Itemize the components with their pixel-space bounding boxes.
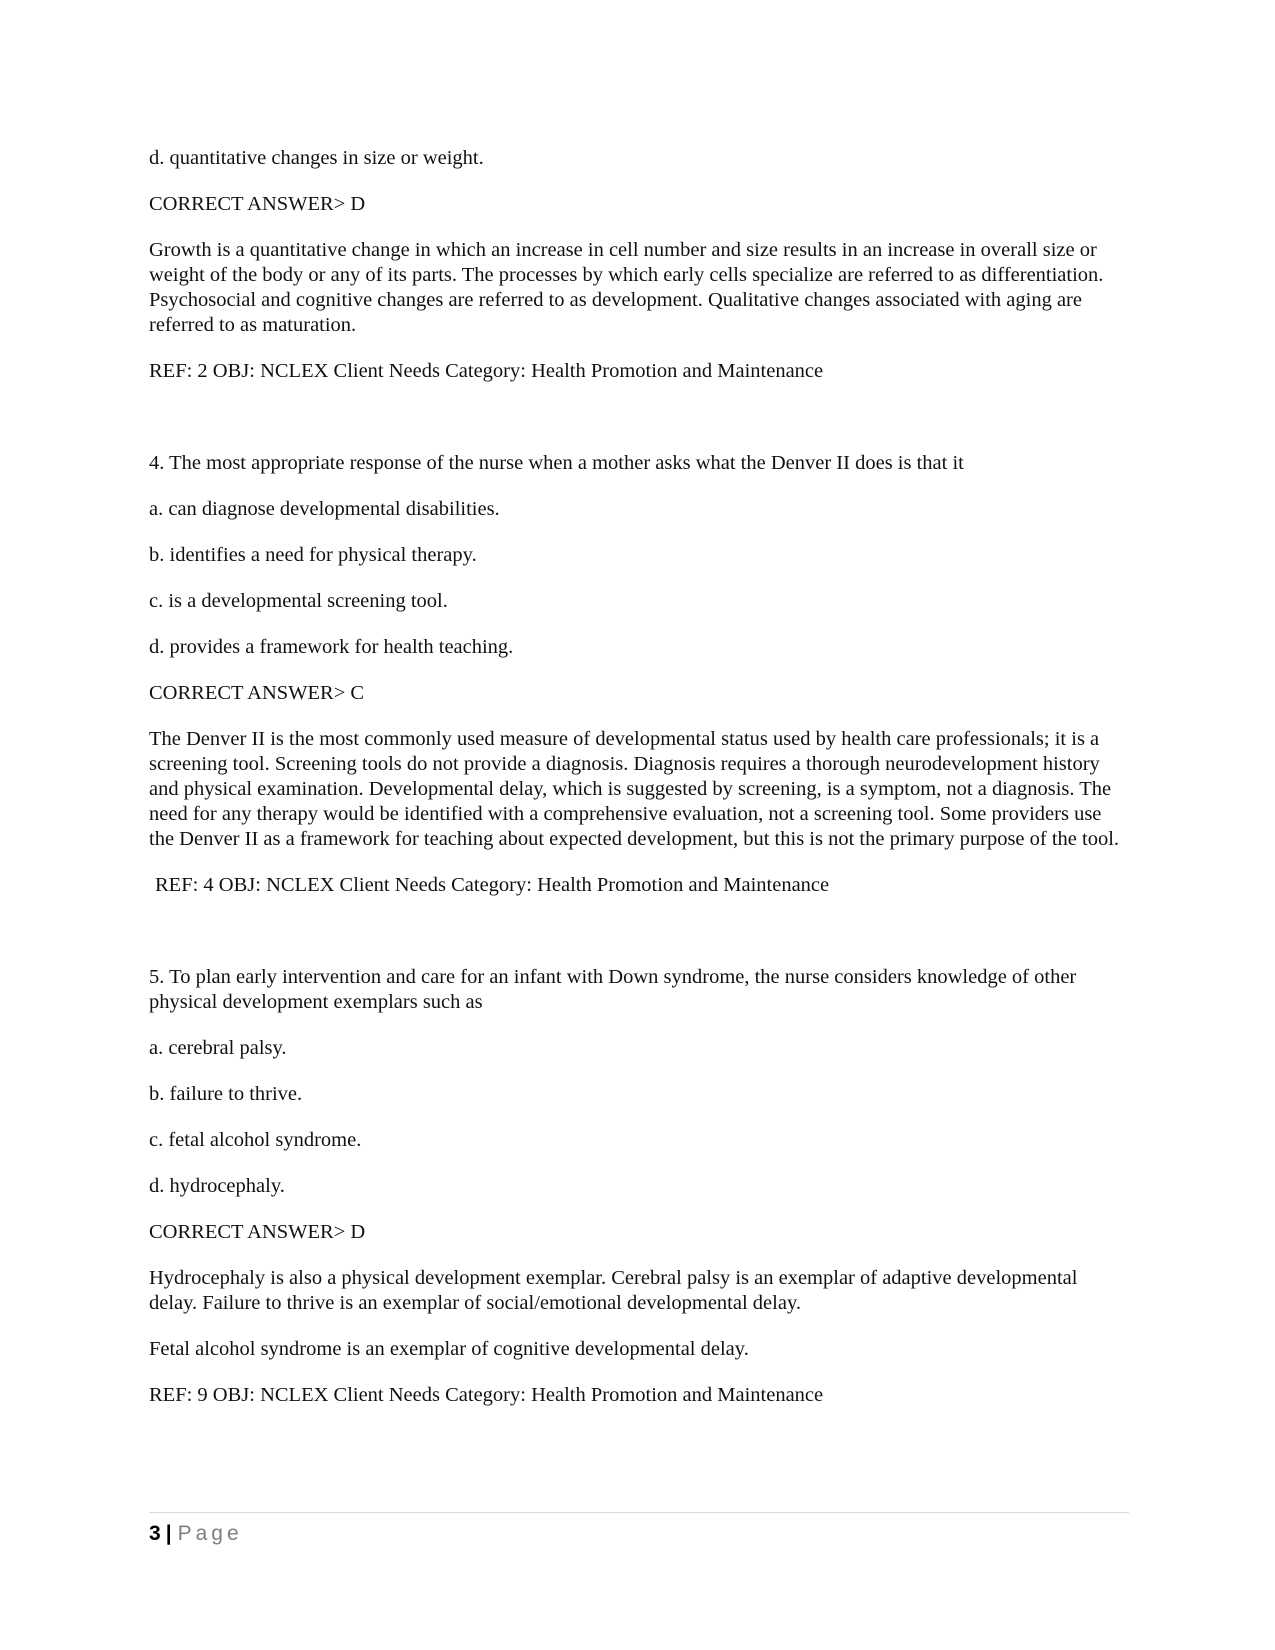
answer-option-d: d. quantitative changes in size or weight.	[149, 147, 484, 169]
question-5-option-c: c. fetal alcohol syndrome.	[149, 1129, 362, 1151]
question-4-option-d: d. provides a framework for health teaching.	[149, 636, 514, 658]
question-4-reference: REF: 4 OBJ: NCLEX Client Needs Category: Health Promotion and Maintenance	[155, 874, 830, 896]
question-4-correct-answer: CORRECT ANSWER> C	[149, 682, 365, 704]
question-4-stem: 4. The most appropriate response of the nurse when a mother asks what the Denver II does is that it	[149, 452, 964, 474]
document-body	[149, 146, 1129, 1429]
section-gap	[149, 405, 1129, 451]
footer-divider	[149, 1512, 1129, 1513]
question-5-option-b: b. failure to thrive.	[149, 1083, 303, 1105]
footer-separator: |	[165, 1522, 172, 1545]
reference-line: REF: 2 OBJ: NCLEX Client Needs Category: Health Promotion and Maintenance	[149, 360, 824, 382]
page-number: 3	[149, 1522, 161, 1545]
question-5-correct-answer: CORRECT ANSWER> D	[149, 1221, 366, 1243]
rationale-text: Growth is a quantitative change in which an increase in cell number and size results in an increase in overall size or weight of the body or any of its parts. The processes by which early cells specialize are referred to as differentiation. Psychosocial and cognitive changes are referred to as development. Qualitative changes associated with aging are referred to as maturation.	[149, 239, 1104, 336]
question-5-option-d: d. hydrocephaly.	[149, 1175, 285, 1197]
question-5-rationale-continued: Fetal alcohol syndrome is an exemplar of cognitive developmental delay.	[149, 1338, 749, 1360]
question-5-option-a: a. cerebral palsy.	[149, 1037, 287, 1059]
question-4-option-c: c. is a developmental screening tool.	[149, 590, 448, 612]
question-5-rationale: Hydrocephaly is also a physical development exemplar. Cerebral palsy is an exemplar of adaptive developmental delay. Failure to thrive is an exemplar of social/emotional developmental delay.	[149, 1267, 1078, 1314]
page-label: Page	[177, 1522, 243, 1545]
section-gap	[149, 919, 1129, 965]
question-4-rationale: The Denver II is the most commonly used measure of developmental status used by health care professionals; it is a screening tool. Screening tools do not provide a diagnosis. Diagnosis requires a thorough neurodevelopment history and physical examination. Developmental delay, which is suggested by screening, is a symptom, not a diagnosis. The need for any therapy would be identified with a comprehensive evaluation, not a screening tool. Some providers use the Denver II as a framework for teaching about expected development, but this is not the primary purpose of the tool.	[149, 728, 1120, 850]
question-5-stem: 5. To plan early intervention and care for an infant with Down syndrome, the nurse considers knowledge of other physical development exemplars such as	[149, 966, 1077, 1013]
question-5-reference: REF: 9 OBJ: NCLEX Client Needs Category: Health Promotion and Maintenance	[149, 1384, 824, 1406]
question-4-option-a: a. can diagnose developmental disabilities.	[149, 498, 500, 520]
correct-answer: CORRECT ANSWER> D	[149, 193, 366, 215]
question-4-option-b: b. identifies a need for physical therapy.	[149, 544, 477, 566]
page-footer	[149, 1521, 243, 1547]
